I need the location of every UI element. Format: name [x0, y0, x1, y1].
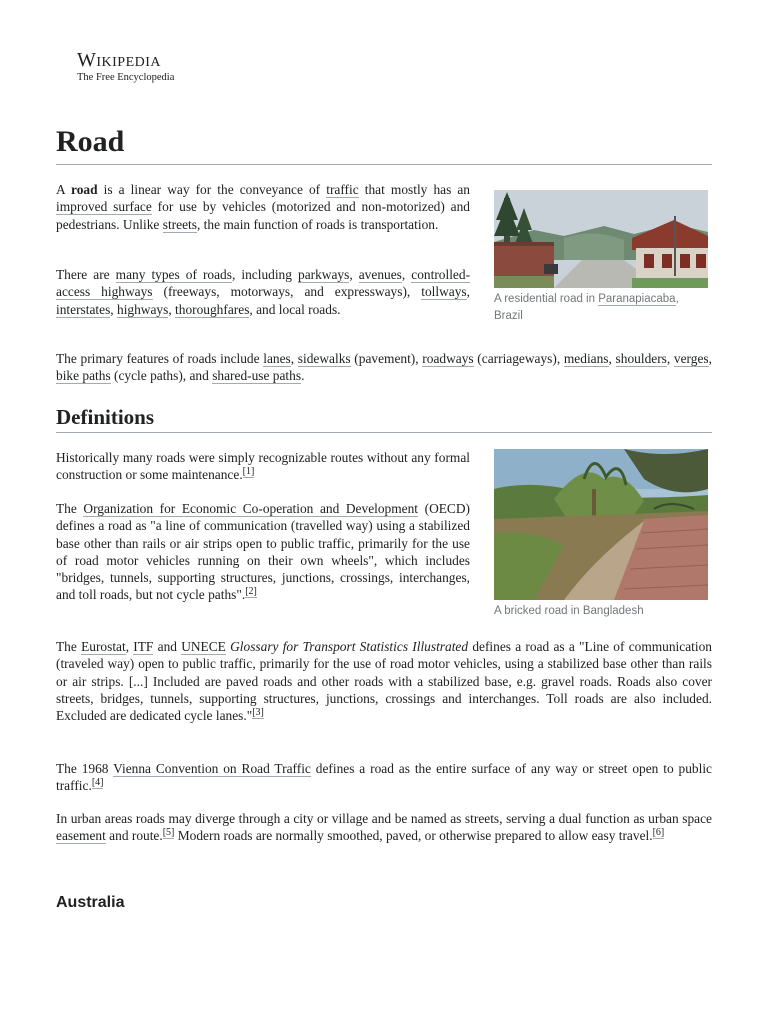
text: In urban areas roads may diverge through a city or village and be named as streets, serving a dual function as urban space [56, 811, 712, 826]
link-parkways[interactable]: parkways [298, 267, 350, 282]
text: , [290, 351, 298, 366]
text: , and local roads. [249, 301, 341, 317]
text: The 1968 [56, 761, 114, 776]
link-improved-surface[interactable]: improved surface [56, 199, 152, 215]
caption-text: , Brazil [494, 293, 679, 322]
text: Historically many roads were simply recognizable routes without any formal construction or some maintenance. [56, 450, 470, 483]
text: The [56, 639, 82, 654]
link-sidewalks[interactable]: sidewalks [297, 351, 351, 366]
citation-4[interactable]: [4] [91, 776, 104, 788]
title-divider [56, 164, 712, 165]
citation-1[interactable]: [1] [242, 465, 255, 477]
text: Modern roads are normally smoothed, paved, or otherwise prepared to allow easy travel. [174, 828, 653, 844]
text: (OECD) defines a road as "a line of communication (travelled way) using a stabilized base other than rails or air strips open to public traffic, primarily for the use of road motor vehicles running on their own wheels", which includes "bridges, tunnels, supporting structures, junctions, crossings, interchanges, and toll roads, but not cycle paths". [56, 501, 470, 603]
text: , [666, 351, 674, 366]
link-types-of-roads[interactable]: many types of roads [115, 267, 232, 282]
link-streets[interactable]: streets [162, 216, 197, 232]
link-unece[interactable]: UNECE [181, 639, 226, 654]
link-vienna-convention[interactable]: Vienna Convention on Road Traffic [113, 761, 311, 776]
residential-road-image[interactable] [494, 190, 708, 288]
caption-text: A residential road in [494, 293, 599, 305]
logo-wordmark: Wikipedia [77, 49, 162, 71]
text: , [466, 284, 470, 300]
logo-tagline: The Free Encyclopedia [77, 72, 175, 83]
section-heading-australia: Australia [56, 894, 125, 911]
text: for use by vehicles (motorized and non-motorized) and pedestrians. Unlike [56, 199, 471, 232]
glossary-title: Glossary for Transport Statistics Illustrated [230, 639, 469, 654]
link-avenues[interactable]: avenues [358, 267, 402, 282]
text: , [168, 301, 176, 317]
link-controlled-access-highways[interactable]: controlled-access highways [56, 267, 471, 300]
intro-paragraph-3 [56, 350, 712, 385]
definitions-paragraph-3 [56, 638, 712, 724]
link-medians[interactable]: medians [563, 351, 609, 366]
link-verges[interactable]: verges [673, 351, 709, 366]
bricked-road-image[interactable] [494, 449, 708, 600]
text: . [301, 368, 305, 384]
text: defines a road as the entire surface of any way or street open to public traffic. [56, 761, 713, 794]
figure-caption [494, 291, 708, 325]
link-highways[interactable]: highways [117, 301, 169, 317]
link-oecd[interactable]: Organization for Economic Co-operation and Development [83, 501, 419, 516]
intro-paragraph-1 [56, 181, 470, 233]
definitions-paragraph-1 [56, 449, 470, 484]
link-traffic[interactable]: traffic [326, 182, 359, 197]
text: (carriageways), [473, 351, 564, 366]
link-itf[interactable]: ITF [133, 639, 154, 654]
text: and [153, 639, 182, 654]
text: , [125, 639, 134, 654]
citation-3[interactable]: [3] [252, 706, 264, 718]
text: defines a road as a "Line of communication (traveled way) open to public traffic, primarily for the use of road motor vehicles, using a stabilized base other than rails or air strips. [...] Included are paved roads and other roads with a stabilized base, e.g. gravel roads. Roads also cover streets, bridges, tunnels, supporting structures, junctions, crossings and interchanges. Toll roads are also included. Excluded are dedicated cycle lanes." [56, 639, 712, 724]
link-easement[interactable]: easement [56, 828, 106, 844]
link-shared-use-paths[interactable]: shared-use paths [212, 368, 302, 384]
text: , [110, 301, 117, 317]
wikipedia-logo[interactable] [77, 50, 174, 85]
page-title: Road [56, 125, 125, 158]
text: and route. [105, 828, 163, 844]
definitions-paragraph-4 [56, 760, 712, 795]
intro-paragraph-2 [56, 266, 470, 318]
text: , including [231, 267, 298, 282]
text: , [708, 351, 712, 366]
text: The [56, 501, 84, 516]
citation-5[interactable]: [5] [162, 826, 175, 838]
text: The primary features of roads include [56, 351, 264, 366]
text: , [608, 351, 616, 366]
link-roadways[interactable]: roadways [422, 351, 474, 366]
text: , [401, 267, 412, 282]
section-heading-definitions: Definitions [56, 405, 155, 429]
bold-term: road [71, 182, 98, 197]
link-interstates[interactable]: interstates [56, 301, 111, 317]
caption-link-paranapiacaba[interactable]: Paranapiacaba [598, 293, 676, 305]
definitions-paragraph-5 [56, 810, 712, 845]
link-tollways[interactable]: tollways [421, 284, 467, 300]
text: , [349, 267, 359, 282]
link-bike-paths[interactable]: bike paths [56, 368, 111, 384]
text: (freeways, motorways, and expressways), [152, 284, 422, 300]
definitions-paragraph-2 [56, 500, 470, 604]
text: (pavement), [350, 351, 423, 366]
text: There are [56, 267, 116, 282]
definitions-divider [56, 432, 712, 433]
text: that mostly has an [358, 182, 471, 197]
link-lanes[interactable]: lanes [263, 351, 291, 366]
figure-residential-road [494, 190, 708, 325]
text: (cycle paths), and [110, 368, 213, 384]
text: A [56, 182, 72, 197]
link-shoulders[interactable]: shoulders [615, 351, 667, 366]
citation-2[interactable]: [2] [245, 586, 257, 598]
link-eurostat[interactable]: Eurostat [81, 639, 126, 654]
figure-bricked-road [494, 449, 708, 620]
text: , the main function of roads is transportation. [196, 216, 439, 232]
citation-6[interactable]: [6] [652, 826, 665, 838]
link-thoroughfares[interactable]: thoroughfares [175, 301, 250, 317]
figure-caption: A bricked road in Bangladesh [494, 605, 644, 617]
text: is a linear way for the conveyance of [97, 182, 327, 197]
